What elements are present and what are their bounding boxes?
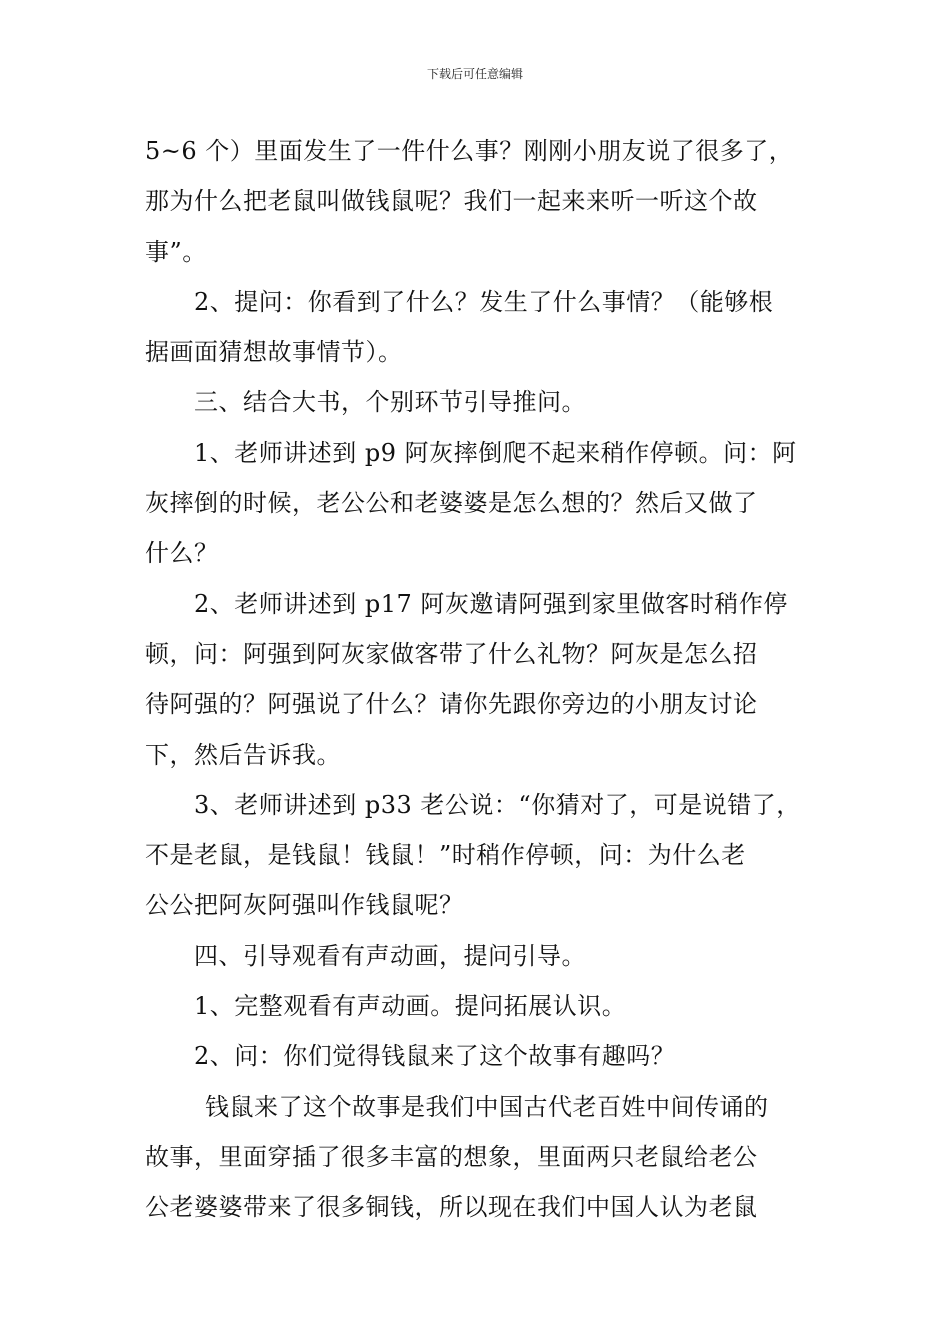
text-line: 1、完整观看有声动画。提问拓展认识。 xyxy=(194,992,627,1021)
text-line: 2、问：你们觉得钱鼠来了这个故事有趣吗？ xyxy=(194,1042,676,1071)
text-line: 2、提问：你看到了什么？发生了什么事情？（能够根 xyxy=(194,287,774,316)
section-heading xyxy=(145,931,810,981)
text-line: 那为什么把老鼠叫做钱鼠呢？我们一起来来听一听这个故 xyxy=(145,187,758,216)
text-line: 故事，里面穿插了很多丰富的想象，里面两只老鼠给老公 xyxy=(145,1142,758,1171)
text-line: 灰摔倒的时候，老公公和老婆婆是怎么想的？然后又做了 xyxy=(145,489,758,518)
paragraph xyxy=(145,428,810,579)
text-line: 3、老师讲述到 p33 老公说：“你猜对了，可是说错了， xyxy=(194,790,801,819)
text-line: 待阿强的？阿强说了什么？请你先跟你旁边的小朋友讨论 xyxy=(145,690,758,719)
text-line: 公公把阿灰阿强叫作钱鼠呢？ xyxy=(145,891,464,920)
text-line: 公老婆婆带来了很多铜钱，所以现在我们中国人认为老鼠 xyxy=(145,1193,758,1222)
paragraph xyxy=(145,981,810,1031)
text-line: 三、结合大书，个别环节引导推问。 xyxy=(194,388,586,417)
text-line: 2、老师讲述到 p17 阿灰邀请阿强到家里做客时稍作停 xyxy=(194,589,788,618)
paragraph xyxy=(145,126,810,277)
paragraph xyxy=(145,1031,810,1081)
text-line: 不是老鼠，是钱鼠！钱鼠！”时稍作停顿，问：为什么老 xyxy=(145,841,746,870)
paragraph xyxy=(145,579,810,780)
text-line: 下，然后告诉我。 xyxy=(145,740,341,769)
page-header: 下载后可任意编辑 xyxy=(426,67,523,81)
section-heading xyxy=(145,377,810,427)
paragraph xyxy=(145,277,810,378)
document-body xyxy=(145,126,810,1233)
paragraph xyxy=(145,1082,810,1233)
text-line: 顿，问：阿强到阿灰家做客带了什么礼物？阿灰是怎么招 xyxy=(145,639,758,668)
text-line: 四、引导观看有声动画，提问引导。 xyxy=(194,941,586,970)
text-line: 事”。 xyxy=(145,237,207,266)
paragraph xyxy=(145,780,810,931)
text-line: 1、老师讲述到 p9 阿灰摔倒爬不起来稍作停顿。问：阿 xyxy=(194,438,797,467)
text-line: 什么？ xyxy=(145,539,219,568)
text-line: 钱鼠来了这个故事是我们中国古代老百姓中间传诵的 xyxy=(205,1092,769,1121)
text-line: 5~6 个）里面发生了一件什么事？刚刚小朋友说了很多了， xyxy=(145,137,794,165)
text-line: 据画面猜想故事情节）。 xyxy=(145,338,403,367)
